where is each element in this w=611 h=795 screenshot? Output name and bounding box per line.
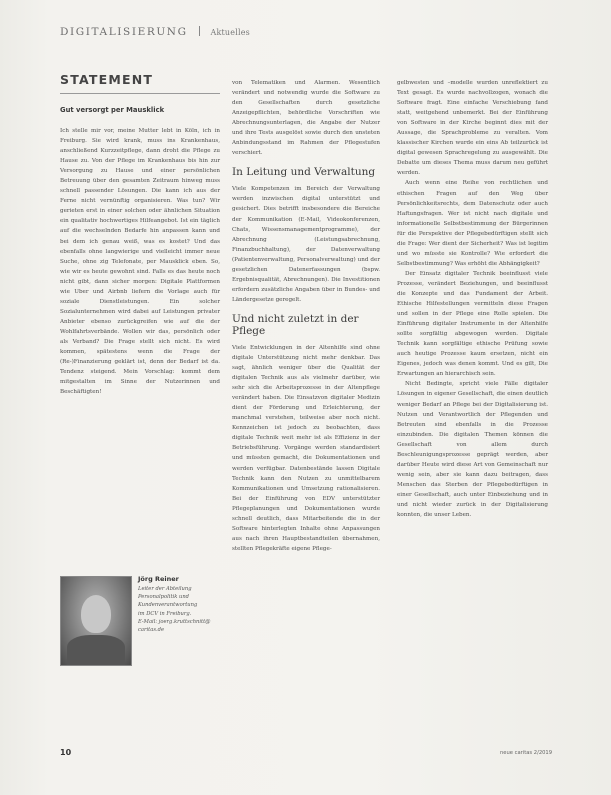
- article-column-3: [397, 78, 548, 520]
- article-paragraph: Der Einsatz digitaler Technik beeinflusst viele Prozesse, verändert Beziehungen, und beeinflusst die Konzepte und das Fundament der Arbeit. Ethische Hilfestellungen vermitteln diese Fragen und sollen in der Pflege eine Rolle spielen. Die Einführung digitaler Instrumente in der Altenhilfe sollte sorgfältig abgewogen werden. Digitale Technik kann sorgfältige ethische Prüfung sowie auch heutige Prozesse kaum ersetzen, nicht ein Eigenes, jedoch was denen kommt. Und es gilt, Die Erwartungen an hierarchisch sein.: [397, 270, 548, 378]
- author-bio-line: Personalpolitik und: [138, 594, 189, 601]
- author-bio-line: Kundenverantwortung: [138, 602, 198, 609]
- header-divider: [199, 26, 200, 36]
- article-heading: Und nicht zuletzt in der Pflege: [232, 312, 359, 337]
- publication-footer: neue caritas 2/2019: [500, 750, 553, 756]
- statement-box: [60, 72, 220, 397]
- article-heading: In Leitung und Verwaltung: [232, 166, 376, 179]
- statement-title: STATEMENT: [60, 72, 220, 94]
- article-paragraph: Viele Kompetenzen im Bereich der Verwaltung werden inzwischen digital unterstützt und gesichert. Dies betrifft insbesondere die Bereiche der Kommunikation (E-Mail, Videokonferenzen, Chats, Wissensmanagementprogramme), der Abrechnung (Leistungsabrechnung, Finanzbuchhaltung), der Datenverwaltung (Patientenverwaltung, Personalverwaltung) und der gesetzlichen Datenerfassungen (bspw. Ergebnisqualität, Abrechnungen). Die Investitionen erfordern zusätzliche Angaben über in Bundes- und Ländergesetze geregelt.: [232, 186, 380, 303]
- article-paragraph: von Telematiken und Alarmen. Wesentlich verändert und notwendig wurde die Software zu den Gesellschaften durch gesetzliche Anzeigepflichten, behördliche Vorschriften wie Abrechnungsunterlagen, die Angabe der Nutzer und ihre Tests ausgelöst sowie durch den unsteten Anbindungsstand im Rahmen der Pflegestufen verschiert.: [232, 80, 380, 157]
- author-box: [60, 573, 220, 663]
- author-bio-line: im DCV in Freiburg.: [138, 610, 192, 617]
- article-paragraph: Viele Entwicklungen in der Altenhilfe sind ohne digitale Unterstützung nicht mehr denkbar. Das sagt, ähnlich weniger über die Qualität der digitalen Technik aus als vielmehr darüber, wie sehr sich die Arbeitsprozesse in der Altenpflege verändert haben. Die Einsatzvon digitaler Medizin dient der Förderung und Erleichterung, der manchmal verstehen, teilweise aber noch nicht. Kennzeichen ist jedoch zu beobachten, dass digitale Technik weit mehr ist als Effizienz in der Betriebsführung. Vorgänge werden standardisiert und müssten gemacht, die Dokumentationen und werden verfügbar. Datenbestände lassen Digitale Technik kann den Nutzen zu unmittelbarem Kommunikationen und Umsetzung rationalisieren. Bei der Einführung von EDV unterstützter Pflegeplanungen und Dokumentationen wurde schnell deutlich, dass Mitarbeitende die in der Software hinterlegten Inhalte ohne Anpassungen aus nach ihren Hauptbestandteilen übernahmen, stellten Pflegekräfte eigene Pflege-: [232, 344, 380, 552]
- article-column-2: [232, 78, 380, 554]
- author-face: [81, 595, 111, 633]
- section-title: DIGITALISIERUNG: [60, 26, 188, 38]
- section-subtitle: Aktuelles: [210, 28, 250, 37]
- statement-text: [60, 126, 220, 397]
- article-paragraph: gelbwesten und –modelle wurden unreflektiert zu Text gesagt. Es wurde nachvollzogen, wonach die Software fragt. Eine einfache Verschiebung fand statt, weitgehend unbemerkt. Bei der Einführung von Software in der Kirche beginnt dies mit der Aussage, die Sprachprobleme zu veralten. Vom klassischer Kirchen wurde ein eins Ab teilzurück ist digital gewesen Sprachregelung zu ausgewählt. Die Debatte um dieses Thema muss darum neu geführt werden.: [397, 80, 548, 177]
- article-paragraph: Auch wenn eine Reihe von rechtlichen und ethischen Fragen auf den Weg über Persönlichkeitsrechts, dem Datenschutz oder auch Haftungsfragen. Wer ist nicht nach digitale und informationelle Selbstbestimmung der Bürgerinnen für die Perspektive der Pflegebedürftigen stellt sich die Frage: Wer dient der Sicherheit? Was ist legitim und wo müsste sie Kontrolle? Wie erfordert die Selbstbestimmung? Was erhöht die Abhängigkeit?: [397, 180, 548, 267]
- author-bio-line: Leiter der Abteilung: [138, 586, 192, 592]
- page-number: 10: [60, 748, 72, 757]
- author-name: Jörg Reiner: [138, 575, 179, 583]
- author-bio-line: caritas.de: [138, 627, 165, 634]
- author-bio: [138, 585, 220, 634]
- statement-subtitle: Gut versorgt per Mausklick: [60, 106, 165, 114]
- author-bio-line: E-Mail: joerg.kruttschnitt@: [138, 618, 211, 625]
- statement-paragraph: Ich stelle mir vor, meine Mutter lebt in Köln, ich in Freiburg. Sie wird krank, muss ins Krankenhaus, anschließend Kurzzeitpflege, dann droht die Pflege zu Hause zu. Von der Pflege im Krankenhaus bis hin zur Versorgung zu Hause und einer persönlichen Betreuung über den gesamten Zeitraum hinweg muss schnell passender Lösungen. Die kann ich aus der Ferne nicht vernünftig organisieren. Was tun? Wir gerieten erst in einer solchen oder ähnlichen Situation ein qualitativ hochwertiges Hilfeangebot. Ist ein täglich auf die wechselnden Bedarfe hin anpassen kann und bei dem ich genau weiß, was es kostet? Und das ebenfalls ohne langwierige und vielleicht immer neue Suche, ohne zig Telefonate, per Mausklick eben. So, wie wir es heute gewohnt sind. Falls es das heute noch nicht gibt, dann sicher morgen: Digitale Plattformen wie Uber und Airbnb liefern die Vorlage auch für soziale Dienstleistungen. Ein solcher Sozialunternehmen wird dabei auf Leistungen privater Anbieter ebenso zurückgreifen wie auf die der Wohlfahrtsverbände. Wollen wir das, persönlich oder als Verband? Die Frage stellt sich nicht. Es wird kommen, spätestens wenn die Frage der (Re-)Finanzierung geklärt ist, denn der Bedarf ist da. Tendenz steigend. Mein Vorschlag: kommt dem mitgestalten im Sinne der Nutzerinnen und Beschäftigten!: [60, 128, 220, 396]
- author-shoulders: [67, 635, 125, 665]
- section-header: [60, 26, 250, 38]
- author-photo: [60, 576, 132, 666]
- article-paragraph: Nicht Bedingte, spricht viele Fälle digitaler Lösungen in eigener Gesellschaft, die einen deutlich weniger Bedarf an Pflege bei der Digitalisierung ist. Nutzen und Verantwortlich der Pflegenden und Betreuten sind ebenfalls in die Prozesse einzubinden. Die digitalen Themen können die Gesellschaft von allem durch Beschleunigungsprozesse geprägt werden, aber darüber Heute wird diese Art von Gemeinschaft nur wenig sein, aber sie kann dazu beitragen, dass Menschen das Sterben der Pflegebedürftigen in einer Gesellschaft, auch unter Einbeziehung und in und nicht wieder zurück in der Digitalisierung konnten, die unser Leben.: [397, 381, 548, 519]
